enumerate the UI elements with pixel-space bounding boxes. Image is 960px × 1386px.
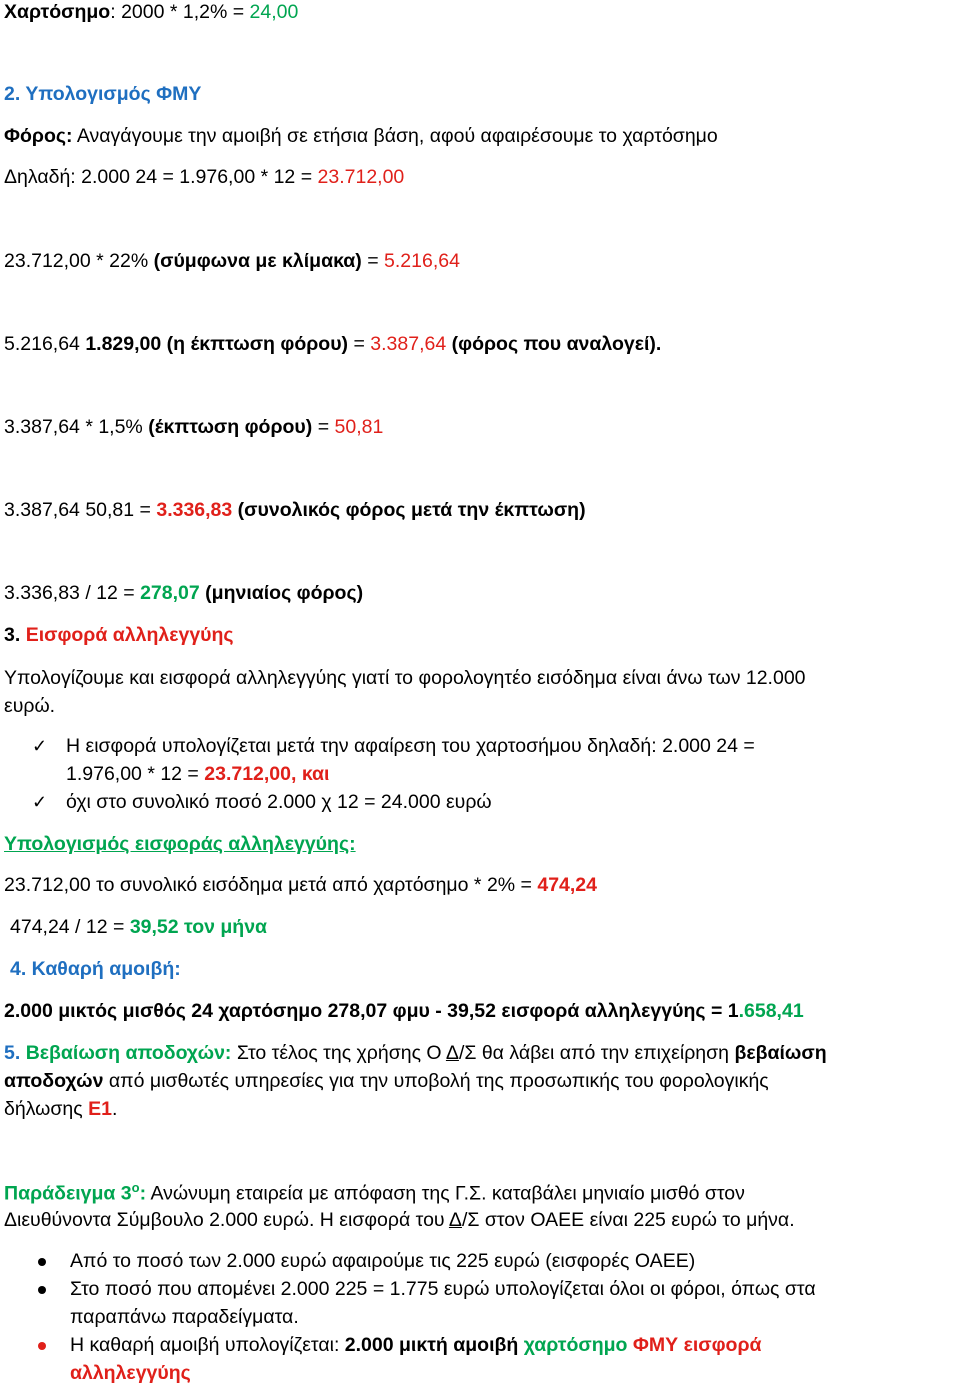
section-5-t1: Στο τέλος της χρήσης Ο [231,1042,446,1064]
tax-line [4,124,718,149]
stamp-duty-result: 24,00 [249,1,299,23]
discount-line [4,415,383,440]
bullet-3-f: ΦΜΥ [632,1334,679,1356]
bullet-3-text-line2: αλληλεγγύης [70,1362,191,1384]
monthly-calc: 3.336,83 / 12 = [4,582,141,604]
discount-bold: (έκπτωση φόρου) [148,416,313,438]
check-item-1-line1 [32,734,755,759]
deduction-line [4,332,661,357]
bullet-3-a: Η καθαρή αμοιβή υπολογίζεται: [70,1334,345,1356]
meaning-result: 23.712,00 [317,166,405,188]
bullet-icon [38,1286,46,1294]
discount-eq: = [312,416,335,438]
scale-result: 5.216,64 [384,250,460,272]
bullet-3-b: 2.000 μικτή αμοιβή [344,1334,519,1356]
solidarity-monthly-calc: 474,24 / 12 = [10,916,130,938]
check-item-2 [32,790,492,815]
check-item-1-text: Η εισφορά υπολογίζεται μετά την αφαίρεση του χαρτοσήμου δηλαδή: 2.000 24 = [66,735,755,757]
example-line1 [4,1180,745,1207]
solidarity-calc-heading: Υπολογισμός εισφοράς αλληλεγγύης: [4,833,356,855]
net-pay-text: 2.000 μικτός μισθός 24 χαρτόσημο 278,07 φμυ - 39,52 εισφορά αλληλεγγύης = [4,1000,728,1022]
discount-calc: 3.387,64 * 1,5% [4,416,149,438]
section-5-b1: βεβαίωση [734,1042,827,1064]
net-pay-result: .658,41 [738,1000,804,1022]
section-5-ds: Δ [445,1042,459,1064]
bullet-1-text: Από το ποσό των 2.000 ευρώ αφαιρούμε τις 225 ευρώ (εισφορές ΟΑΕΕ) [70,1250,696,1272]
section-5-b2: αποδοχών [4,1070,104,1092]
checkmark-icon: ✓ [32,736,48,756]
bullet-icon [38,1258,46,1266]
section-5-title: Βεβαίωση αποδοχών: [25,1042,232,1064]
check-item-1-calc: 1.976,00 * 12 = [66,763,205,785]
section-3-heading [4,623,234,648]
scale-eq: = [361,250,385,272]
scale-line [4,249,460,274]
scale-calc: 23.712,00 * 22% [4,250,154,272]
bullet-2-text-line1: Στο ποσό που απομένει 2.000 225 = 1.775 ευρώ υπολογίζεται όλοι οι φόροι, όπως στα [70,1278,816,1300]
solidarity-calc: 23.712,00 το συνολικό εισόδημα μετά από χαρτόσημο * 2% = [4,874,538,896]
bullet-3-d: χαρτόσημο [523,1334,628,1356]
section-3-text-line2: ευρώ. [4,695,56,717]
stamp-duty-calc: : 2000 * 1,2% = [110,1,250,23]
example-t1: Ανώνυμη εταιρεία με απόφαση της Γ.Σ. καταβάλει μηνιαίο μισθό στον [146,1182,745,1205]
deduction-eq: = [348,333,371,355]
bullet-3-text-line1 [70,1333,762,1358]
meaning-line [4,165,404,190]
net-pay-line [4,999,804,1024]
solidarity-monthly-line [10,915,267,940]
section-3-title: Εισφορά αλληλεγγύης [25,624,234,646]
net-pay-result-start: 1 [727,1000,739,1022]
check-item-1-line2 [66,762,329,787]
check-item-2-text: όχι στο συνολικό ποσό 2.000 χ 12 = 24.000 ευρώ [66,791,492,813]
scale-bold: (σύμφωνα με κλίμακα) [153,250,362,272]
monthly-result: 278,07 [140,582,200,604]
check-item-1-result: 23.712,00, και [204,763,330,785]
solidarity-result: 474,24 [537,874,598,896]
section-5-line1 [4,1041,827,1066]
section-5-t4: δήλωσης [4,1098,89,1120]
solidarity-monthly-result: 39,52 τον μήνα [129,916,268,938]
example-colon: : [139,1182,147,1205]
section-5-t5: . [111,1098,118,1120]
section-5-t3: από μισθωτές υπηρεσίες για την υποβολή της προσωπικής του φορολογικής [103,1070,769,1092]
example-line2 [4,1208,795,1233]
discount-result: 50,81 [334,416,384,438]
example-t2c: /Σ στον ΟΑΕΕ είναι 225 ευρώ το μήνα. [461,1209,795,1231]
total-calc: 3.387,64 50,81 = [4,499,157,521]
bullet-2-text-line2: παραπάνω παραδείγματα. [70,1306,299,1328]
section-4-heading: 4. Καθαρή αμοιβή: [10,958,181,980]
monthly-note: (μηνιαίος φόρος) [199,582,364,604]
tax-label: Φόρος: [4,125,73,147]
example-sup: ο [131,1180,140,1195]
solidarity-line [4,873,597,898]
monthly-tax-line [4,581,363,606]
bullet-3-h: εισφορά [683,1334,762,1356]
section-5-line3 [4,1097,117,1122]
section-3-text-line1: Υπολογίζουμε και εισφορά αλληλεγγύης γιατί το φορολογητέο εισόδημα είναι άνω των 12.000 [4,667,806,689]
checkmark-icon: ✓ [32,792,48,812]
deduction-b: 1.829,00 (η έκπτωση φόρου) [85,333,349,355]
example-label: Παράδειγμα 3 [4,1182,132,1205]
stamp-duty-line [4,0,298,25]
section-5-line2 [4,1069,769,1094]
deduction-result: 3.387,64 [370,333,447,355]
example-t2a: Διευθύνοντα Σύμβουλο 2.000 ευρώ. Η εισφορά του [4,1209,449,1231]
deduction-note: (φόρος που αναλογεί). [446,333,662,355]
section-3-number: 3. [4,624,26,646]
stamp-duty-label: Χαρτόσημο [4,1,111,23]
total-tax-line [4,498,586,523]
tax-text: Αναγάγουμε την αμοιβή σε ετήσια βάση, αφού αφαιρέσουμε το χαρτόσημο [72,125,718,147]
section-5-e1: Ε1 [88,1098,112,1120]
meaning-text: Δηλαδή: 2.000 24 = 1.976,00 * 12 = [4,166,318,188]
deduction-a: 5.216,64 [4,333,86,355]
section-5-t2: /Σ θα λάβει από την επιχείρηση [458,1042,735,1064]
total-result: 3.336,83 [156,499,233,521]
example-t2b: Δ [448,1209,462,1231]
bullet-icon [38,1342,46,1350]
total-note: (συνολικός φόρος μετά την έκπτωση) [232,499,586,521]
section-5-number: 5. [4,1042,26,1064]
section-2-heading: 2. Υπολογισμός ΦΜΥ [4,83,202,105]
